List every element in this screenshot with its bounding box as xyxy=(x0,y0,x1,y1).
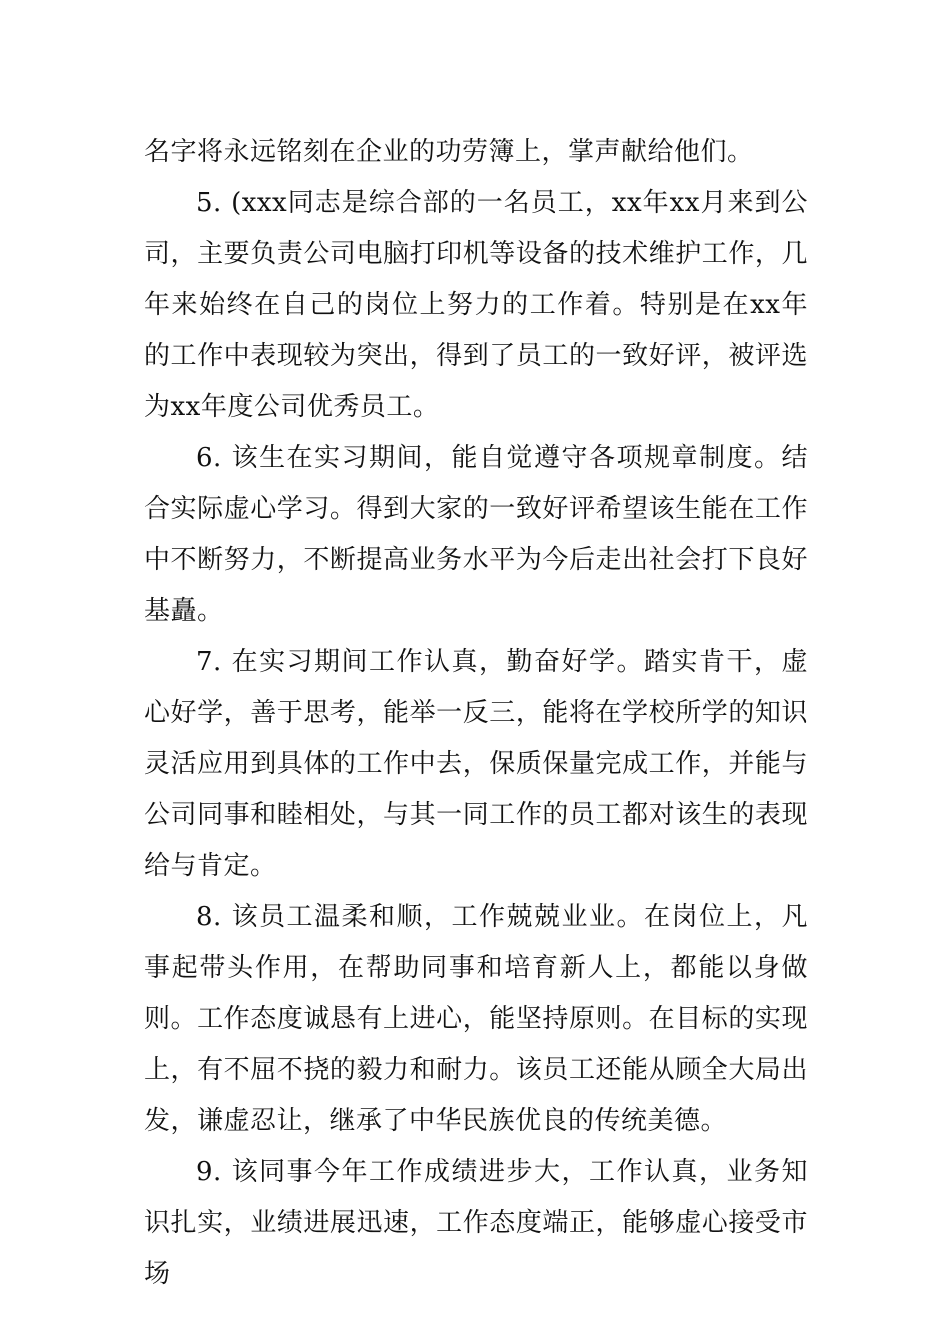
paragraph-item-6: 6. 该生在实习期间，能自觉遵守各项规章制度。结合实际虚心学习。得到大家的一致好评希望该生能在工作中不断努力，不断提高业务水平为今后走出社会打下良好基矗。 xyxy=(144,443,808,626)
paragraph-item-9: 9. 该同事今年工作成绩进步大，工作认真，业务知识扎实，业绩进展迅速，工作态度端正，能够虚心接受市场 xyxy=(144,1157,808,1289)
paragraph-item-8: 8. 该员工温柔和顺，工作兢兢业业。在岗位上，凡事起带头作用，在帮助同事和培育新人上，都能以身做则。工作态度诚恳有上进心，能坚持原则。在目标的实现上，有不屈不挠的毅力和耐力。该员工还能从顾全大局出发，谦虚忍让，继承了中华民族优良的传统美德。 xyxy=(144,902,808,1136)
paragraph-continuation: 名字将永远铭刻在企业的功劳簿上，掌声献给他们。 xyxy=(144,137,754,167)
paragraph-item-7: 7. 在实习期间工作认真，勤奋好学。踏实肯干，虚心好学，善于思考，能举一反三，能将在学校所学的知识灵活应用到具体的工作中去，保质保量完成工作，并能与公司同事和睦相处，与其一同工作的员工都对该生的表现给与肯定。 xyxy=(144,647,808,881)
document-body xyxy=(144,127,808,1300)
paragraph-item-5: 5. (xxx同志是综合部的一名员工，xx年xx月来到公司，主要负责公司电脑打印机等设备的技术维护工作，几年来始终在自己的岗位上努力的工作着。特别是在xx年的工作中表现较为突出，得到了员工的一致好评，被评选为xx年度公司优秀员工。 xyxy=(144,188,808,422)
